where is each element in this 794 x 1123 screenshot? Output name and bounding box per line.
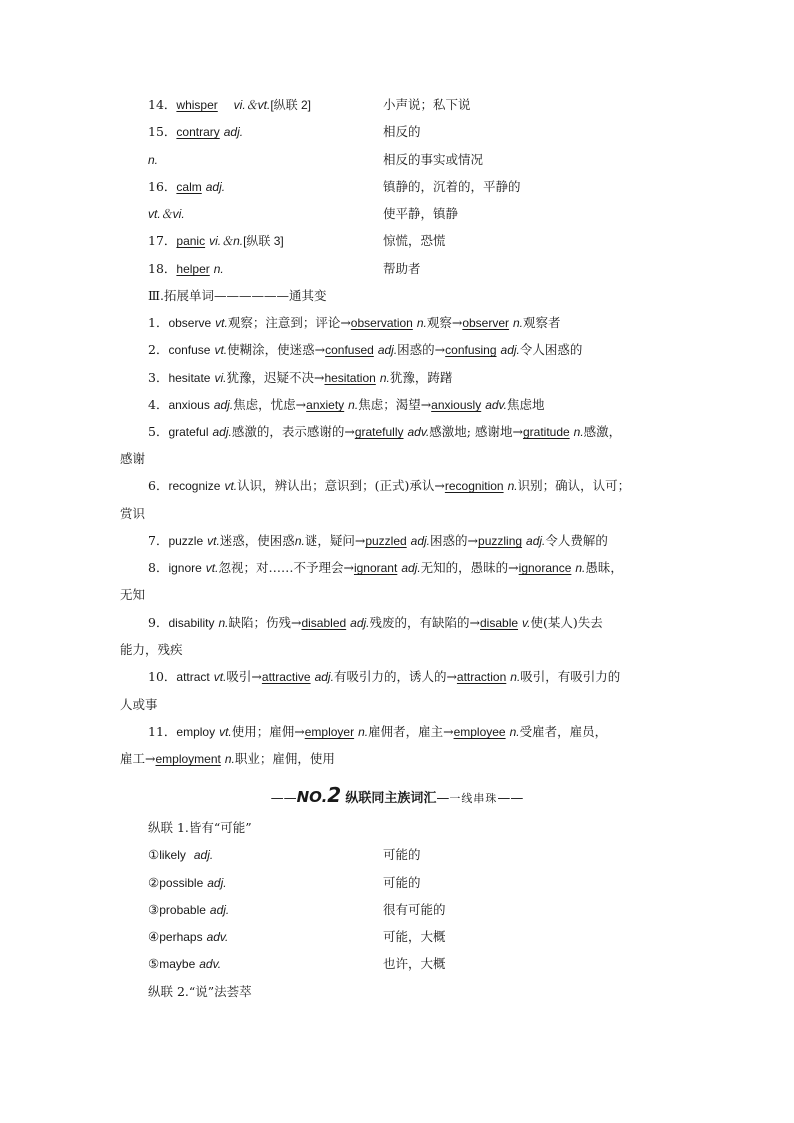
- ext-item-2: 2．confuse vt.使糊涂，使迷惑→confused adj.困惑的→confusing adj.令人困惑的: [148, 342, 583, 357]
- ext-item-5-continued: 感谢: [120, 451, 146, 466]
- title-dash: ——: [270, 791, 297, 806]
- cross-ref: [纵联 3]: [243, 234, 284, 248]
- group-heading: 纵联 2.“说”法荟萃: [148, 984, 252, 999]
- group-item-meaning: 可能的: [383, 875, 421, 890]
- vocab-meaning: 相反的: [383, 124, 421, 139]
- group-item: ①likely adj.: [148, 847, 214, 862]
- ext-item-7: 7．puzzle vt.迷惑，使困惑n.谜，疑问→puzzled adj.困惑的→puzzling adj.令人费解的: [148, 533, 608, 548]
- ext-item-8: 8．ignore vt.忽视；对……不予理会→ignorant adj.无知的，愚昧的→ignorance n.愚昧，: [148, 560, 623, 575]
- ext-item-9-continued: 能力，残疾: [120, 642, 183, 657]
- vocab-meaning: 使平静，镇静: [383, 206, 459, 221]
- ext-item-11-continued: 雇工→employment n.职业；雇佣，使用: [120, 751, 335, 766]
- group-heading: 纵联 1.皆有“可能”: [148, 820, 252, 835]
- vocab-meaning: 镇静的，沉着的，平静的: [383, 179, 521, 194]
- part-of-speech: adj.: [205, 180, 226, 194]
- vocab-meaning: 相反的事实或情况: [383, 152, 484, 167]
- vocab-item-18: [148, 261, 224, 277]
- item-number: 15．: [148, 124, 177, 139]
- part-of-speech: vt.＆vi.: [148, 207, 185, 221]
- title-main: 纵联同主族词汇: [345, 791, 437, 806]
- group-item-meaning: 可能，大概: [383, 929, 446, 944]
- item-number: 17．: [148, 233, 177, 248]
- ext-item-6-continued: 赏识: [120, 506, 146, 521]
- vocab-word: calm: [176, 180, 202, 194]
- vocab-item-15-noun: [148, 152, 158, 168]
- item-number: 16．: [148, 179, 177, 194]
- section-heading: Ⅲ.拓展单词——————通其变: [148, 288, 327, 303]
- cross-ref: [纵联 2]: [270, 98, 312, 112]
- group-item: ⑤maybe adv.: [148, 956, 222, 971]
- ext-item-3: 3．hesitate vi.犹豫，迟疑不决→hesitation n.犹豫，踌躇: [148, 370, 453, 385]
- ext-item-5: 5．grateful adj.感激的，表示感谢的→gratefully adv.感激地; 感谢地→gratitude n.感激，: [148, 424, 622, 439]
- vocab-item-15: [148, 124, 243, 140]
- group-item: ④perhaps adv.: [148, 929, 229, 944]
- group-item-meaning: 可能的: [383, 847, 421, 862]
- ext-item-4: 4．anxious adj.焦虑，忧虑→anxiety n.焦虑；渴望→anxiously adv.焦虑地: [148, 397, 545, 412]
- group-item: ②possible adj.: [148, 875, 227, 890]
- ext-item-1: 1．observe vt.观察；注意到；评论→observation n.观察→observer n.观察者: [148, 315, 561, 330]
- item-number: 18．: [148, 261, 177, 276]
- vocab-word: whisper: [176, 98, 218, 112]
- vocab-word: helper: [176, 262, 210, 276]
- vocab-item-16-verb: [148, 206, 185, 222]
- part-of-speech: vi.＆n.: [209, 234, 244, 248]
- ext-item-10: 10．attract vt.吸引→attractive adj.有吸引力的，诱人的→attraction n.吸引，有吸引力的: [148, 669, 621, 684]
- section-title: ——NO.2 纵联同主族词汇—一线串珠——: [270, 783, 524, 807]
- ext-item-6: 6．recognize vt.认识，辨认出；意识到；(正式)承认→recognition n.识别；确认，认可；: [148, 478, 631, 493]
- vocab-meaning: 小声说；私下说: [383, 97, 471, 112]
- item-number: 14．: [148, 97, 177, 112]
- group-item: ③probable adj.: [148, 902, 230, 917]
- part-of-speech: n.: [213, 262, 224, 276]
- ext-item-8-continued: 无知: [120, 587, 146, 602]
- vocab-item-16: [148, 179, 225, 195]
- vocab-meaning: 帮助者: [383, 261, 421, 276]
- vocab-item-14: [148, 97, 311, 113]
- title-sub: 一线串珠: [449, 792, 498, 805]
- group-item-meaning: 很有可能的: [383, 902, 446, 917]
- group-item-meaning: 也许，大概: [383, 956, 446, 971]
- ext-item-9: 9．disability n.缺陷；伤残→disabled adj.残废的，有缺陷的→disable v.使(某人)失去: [148, 615, 603, 630]
- part-of-speech: adj.: [223, 125, 244, 139]
- vocab-meaning: 惊慌，恐慌: [383, 233, 446, 248]
- ext-item-11: 11．employ vt.使用；雇佣→employer n.雇佣者，雇主→employee n.受雇者，雇员，: [148, 724, 608, 739]
- ext-item-10-continued: 人或事: [120, 697, 158, 712]
- part-of-speech: n.: [148, 153, 159, 167]
- part-of-speech: vi.＆vt.: [233, 98, 271, 112]
- vocab-word: contrary: [176, 125, 220, 139]
- vocab-item-17: [148, 233, 284, 249]
- vocab-word: panic: [176, 234, 206, 248]
